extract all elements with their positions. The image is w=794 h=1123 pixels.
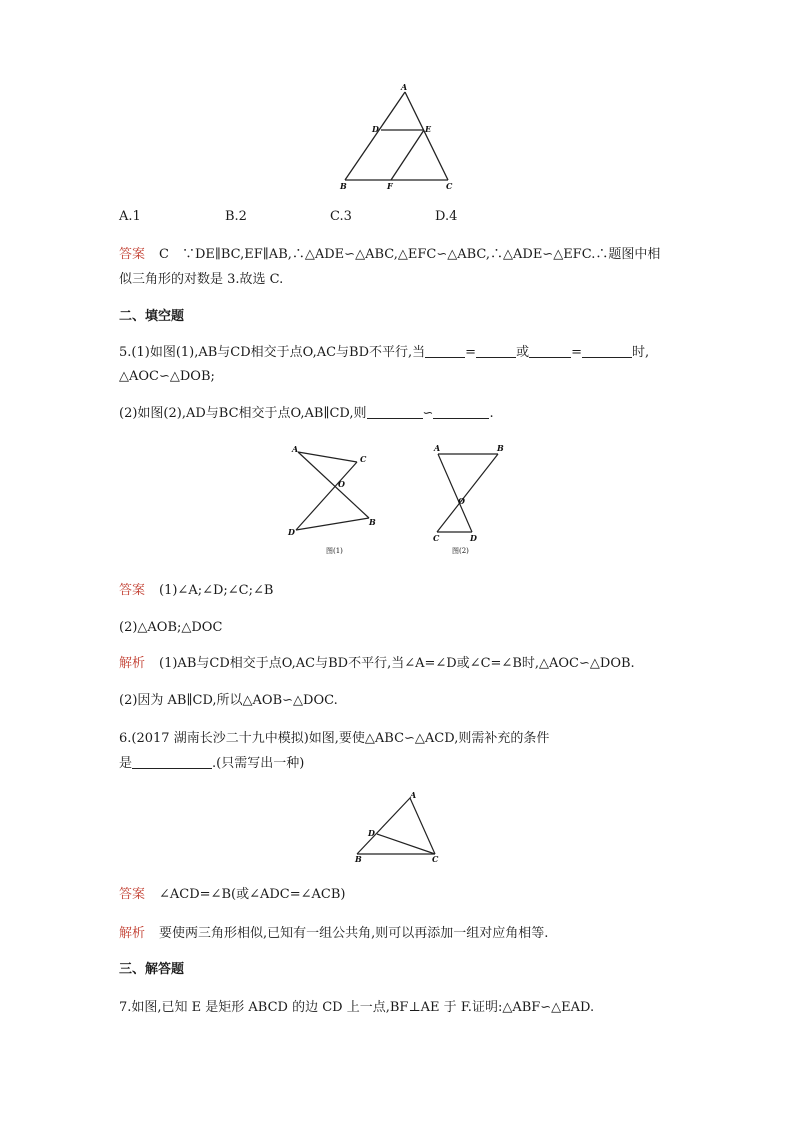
figure-6 — [348, 790, 448, 868]
option-a: A.1 — [119, 209, 141, 224]
blank-7[interactable] — [132, 756, 212, 769]
q5-eq2: = — [571, 345, 582, 360]
label-a: A — [401, 82, 408, 92]
q4-answer-line2: 似三角形的对数是 3.故选 C. — [119, 272, 284, 287]
q5-part2-end: . — [489, 406, 494, 421]
label-c: C — [446, 181, 453, 191]
blank-4[interactable] — [582, 345, 632, 358]
q5-sim: ∽ — [422, 406, 434, 421]
label-a: A — [410, 790, 417, 800]
label-a: A — [292, 444, 299, 454]
figure-caption-1: 图(1) — [326, 547, 343, 555]
q6-line1: 6.(2017 湖南长沙二十九中模拟)如图,要使△ABC∽△ACD,则需补充的条件 — [119, 731, 550, 746]
q6-analysis-text: 要使两三角形相似,已知有一组公共角,则可以再添加一组对应角相等. — [159, 926, 549, 941]
options-row — [119, 208, 519, 226]
q4-answer-text: C ∵DE∥BC,EF∥AB,∴△ADE∽△ABC,△EFC∽△ABC,∴△ADE∽△EFC.∴题图中相 — [159, 247, 661, 262]
q5-analysis-line1 — [119, 655, 635, 673]
q5-part1-line2: △AOC∽△DOB; — [119, 369, 215, 384]
q5-part2-text: (2)如图(2),AD与BC相交于点O,AB∥CD,则 — [119, 406, 367, 421]
label-f: F — [387, 181, 393, 191]
label-e: E — [425, 124, 432, 134]
section-title-solve: 三、解答题 — [119, 962, 185, 977]
analysis-tag: 解析 — [119, 926, 146, 941]
q6-analysis — [119, 925, 548, 943]
label-d: D — [470, 533, 477, 543]
analysis-tag: 解析 — [119, 656, 146, 671]
q6-answer — [119, 886, 345, 904]
label-o: O — [458, 496, 465, 506]
blank-2[interactable] — [476, 345, 516, 358]
label-d: D — [372, 124, 379, 134]
option-c: C.3 — [330, 209, 352, 224]
q6-line2 — [119, 755, 304, 773]
label-d: D — [288, 527, 295, 537]
q4-answer-line1 — [119, 246, 660, 264]
segment-ac — [405, 92, 448, 180]
q6-line2-end: .(只需写出一种) — [212, 756, 305, 771]
blank-5[interactable] — [367, 406, 423, 419]
label-b: B — [355, 854, 362, 864]
label-b: B — [369, 517, 376, 527]
answer-tag: 答案 — [119, 247, 146, 262]
q5-part2 — [119, 405, 494, 423]
label-o: O — [338, 479, 345, 489]
q6-line2-start: 是 — [119, 756, 133, 771]
section-title-fill-in: 二、填空题 — [119, 309, 185, 324]
label-b: B — [497, 443, 504, 453]
option-d: D.4 — [435, 209, 458, 224]
figure-5-1 — [284, 440, 384, 560]
label-c: C — [433, 533, 440, 543]
q5-answer-line2: (2)△AOB;△DOC — [119, 620, 223, 635]
segment-cd — [296, 462, 357, 530]
blank-6[interactable] — [433, 406, 489, 419]
figure-caption-2: 图(2) — [452, 547, 469, 555]
segment-ab — [345, 92, 405, 180]
label-c: C — [432, 854, 439, 864]
q5-eq1: = — [465, 345, 477, 360]
q5-or: 或 — [516, 345, 530, 360]
segment-ab — [298, 452, 369, 518]
label-b: B — [340, 181, 347, 191]
q5-analysis-line2: (2)因为 AB∥CD,所以△AOB∽△DOC. — [119, 693, 338, 708]
answer-tag: 答案 — [119, 583, 146, 598]
segment-ef — [391, 130, 424, 180]
q5-part1 — [119, 344, 649, 362]
answer-tag: 答案 — [119, 887, 146, 902]
segment-dc — [377, 834, 435, 854]
label-d: D — [368, 828, 375, 838]
option-b: B.2 — [225, 209, 247, 224]
q7-text: 7.如图,已知 E 是矩形 ABCD 的边 CD 上一点,BF⊥AE 于 F.证明:△ABF∽△EAD. — [119, 1000, 595, 1015]
blank-3[interactable] — [529, 345, 571, 358]
q6-answer-text: ∠ACD=∠B(或∠ADC=∠ACB) — [159, 887, 346, 902]
label-c: C — [360, 454, 367, 464]
q5-part1-text: 5.(1)如图(1),AB与CD相交于点O,AC与BD不平行,当 — [119, 345, 426, 360]
segment-db — [296, 518, 369, 530]
figure-triangle-def — [330, 82, 460, 192]
q5-answer-line1 — [119, 582, 273, 600]
q5-analysis-text: (1)AB与CD相交于点O,AC与BD不平行,当∠A=∠D或∠C=∠B时,△AOC∽△DOB. — [159, 656, 635, 671]
label-a: A — [434, 443, 441, 453]
blank-1[interactable] — [425, 345, 465, 358]
q5-answer-text: (1)∠A;∠D;∠C;∠B — [159, 583, 274, 598]
segment-ab — [357, 798, 410, 854]
figure-5-2 — [424, 440, 524, 560]
q5-part1-end: 时, — [631, 345, 650, 360]
segment-ac — [410, 798, 435, 854]
